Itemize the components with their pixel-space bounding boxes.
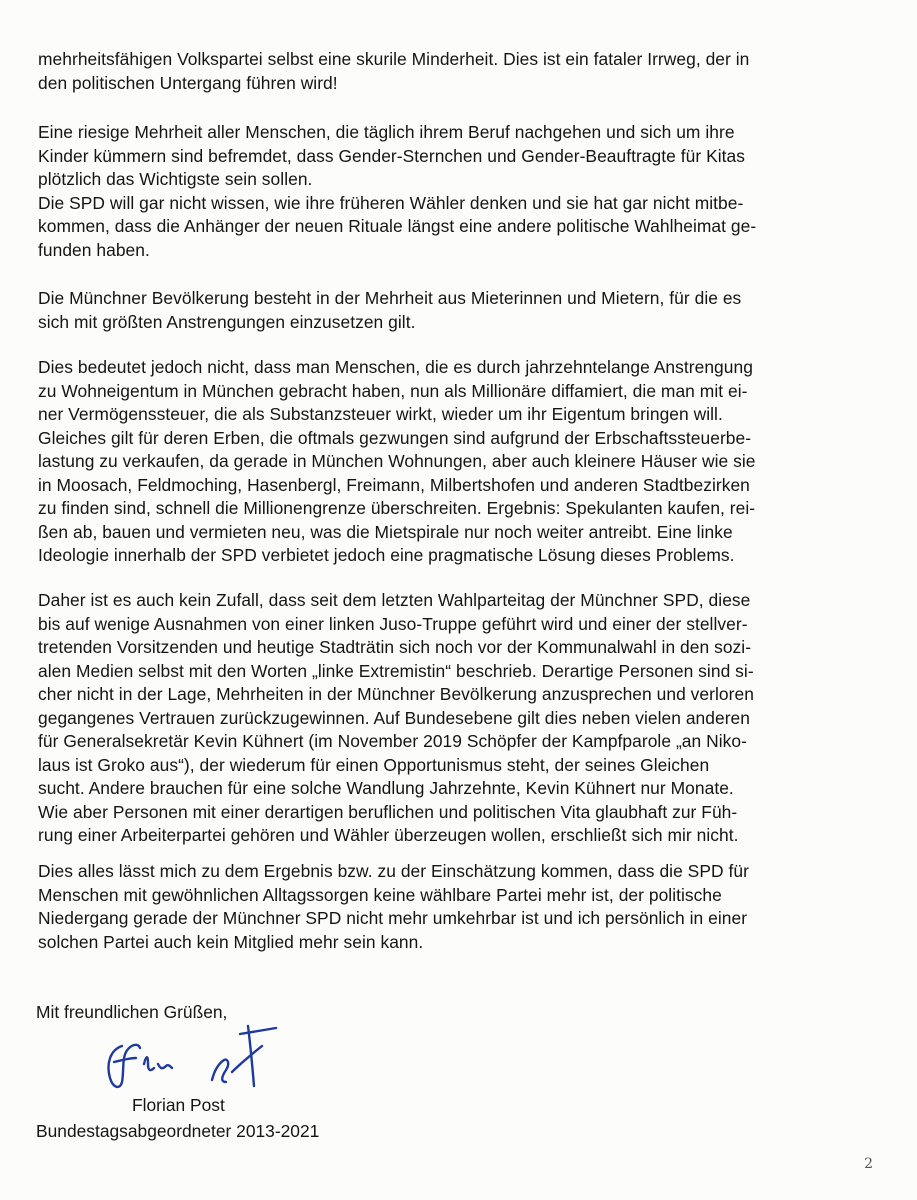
text-line: kommen, dass die Anhänger der neuen Rituale längst eine andere politische Wahlheimat ge- xyxy=(38,216,757,236)
paragraph-2 xyxy=(38,121,868,262)
page-number: 2 xyxy=(864,1156,873,1172)
signatory-role: Bundestagsabgeordneter 2013-2021 xyxy=(36,1121,320,1141)
text-line: in Moosach, Feldmoching, Hasenbergl, Freimann, Milbertshofen und anderen Stadtbezirken xyxy=(38,474,750,495)
text-line: sucht. Andere brauchen für eine solche Wandlung Jahrzehnte, Kevin Kühnert nur Monate. xyxy=(38,778,734,798)
text-line: alen Medien selbst mit den Worten „linke Extremistin“ beschrieb. Derartige Personen sind si- xyxy=(38,660,754,681)
text-line: Die Münchner Bevölkerung besteht in der Mehrheit aus Mieterinnen und Mietern, für die es xyxy=(38,288,742,308)
paragraph-4 xyxy=(38,356,868,568)
closing-salutation: Mit freundlichen Grüßen, xyxy=(36,1002,228,1022)
paragraph-5 xyxy=(38,589,868,848)
text-line: den politischen Untergang führen wird! xyxy=(38,72,338,93)
text-line: bis auf wenige Ausnahmen von einer linken Juso-Truppe geführt wird und einer der stellver- xyxy=(38,613,748,634)
text-line: rung einer Arbeiterpartei gehören und Wähler überzeugen wollen, erschließt sich mir nicht. xyxy=(38,825,739,845)
text-line: laus ist Groko aus“), der wiederum für einen Opportunismus steht, der seines Gleichen xyxy=(38,754,710,775)
text-line: zu Wohneigentum in München gebracht haben, nun als Millionäre diffamiert, die man mit ei- xyxy=(38,380,748,401)
text-line: sich mit größten Anstrengungen einzusetzen gilt. xyxy=(38,311,416,332)
text-line: solchen Partei auch kein Mitglied mehr sein kann. xyxy=(38,931,424,952)
text-line: Ideologie innerhalb der SPD verbietet jedoch eine pragmatische Lösung dieses Problems. xyxy=(38,545,735,565)
text-line: Eine riesige Mehrheit aller Menschen, die täglich ihrem Beruf nachgehen und sich um ihre xyxy=(38,122,735,142)
text-line: mehrheitsfähigen Volkspartei selbst eine skurile Minderheit. Dies ist ein fataler Irrweg, der in xyxy=(38,49,750,69)
paragraph-6 xyxy=(38,860,868,954)
paragraph-1 xyxy=(38,48,868,95)
text-line: ner Vermögenssteuer, die als Substanzsteuer wirkt, wieder um ihr Eigentum bringen will. xyxy=(38,404,723,424)
text-line: plötzlich das Wichtigste sein sollen. xyxy=(38,169,313,189)
text-line: ßen ab, bauen und vermieten neu, was die Mietspirale nur noch weiter antreibt. Eine linke xyxy=(38,521,733,542)
text-line: Gleiches gilt für deren Erben, die oftmals gezwungen sind aufgrund der Erbschaftssteuerbe- xyxy=(38,427,752,448)
text-line: cher nicht in der Lage, Mehrheiten in der Münchner Bevölkerung anzusprechen und verloren xyxy=(38,684,754,704)
text-line: Kinder kümmern sind befremdet, dass Gender-Sternchen und Gender-Beauftragte für Kitas xyxy=(38,145,746,166)
text-line: gegangenes Vertrauen zurückzugewinnen. Auf Bundesebene gilt dies neben vielen anderen xyxy=(38,707,750,728)
paragraph-3 xyxy=(38,287,868,334)
text-line: Die SPD will gar nicht wissen, wie ihre früheren Wähler denken und sie hat gar nicht mitbe- xyxy=(38,192,744,213)
text-line: Dies alles lässt mich zu dem Ergebnis bzw. zu der Einschätzung kommen, dass die SPD für xyxy=(38,861,749,881)
handwritten-signature xyxy=(92,1012,302,1104)
text-line: Menschen mit gewöhnlichen Alltagssorgen keine wählbare Partei mehr ist, der politische xyxy=(38,884,722,905)
text-line: Dies bedeutet jedoch nicht, dass man Menschen, die es durch jahrzehntelange Anstrengung xyxy=(38,357,753,377)
signatory-name: Florian Post xyxy=(132,1095,225,1115)
text-line: tretenden Vorsitzenden und heutige Stadträtin sich noch vor der Kommunalwahl in den sozi- xyxy=(38,637,752,657)
text-line: funden haben. xyxy=(38,239,150,260)
text-line: zu finden sind, schnell die Millionengrenze überschreiten. Ergebnis: Spekulanten kaufen, rei- xyxy=(38,498,756,518)
text-line: lastung zu verkaufen, da gerade in München Wohnungen, aber auch kleinere Häuser wie sie xyxy=(38,451,756,471)
text-line: Wie aber Personen mit einer derartigen beruflichen und politischen Vita glaubhaft zur Füh- xyxy=(38,801,738,822)
text-line: für Generalsekretär Kevin Kühnert (im November 2019 Schöpfer der Kampfparole „an Niko- xyxy=(38,731,747,751)
text-line: Niedergang gerade der Münchner SPD nicht mehr umkehrbar ist und ich persönlich in einer xyxy=(38,908,748,928)
text-line: Daher ist es auch kein Zufall, dass seit dem letzten Wahlparteitag der Münchner SPD, diese xyxy=(38,590,751,610)
